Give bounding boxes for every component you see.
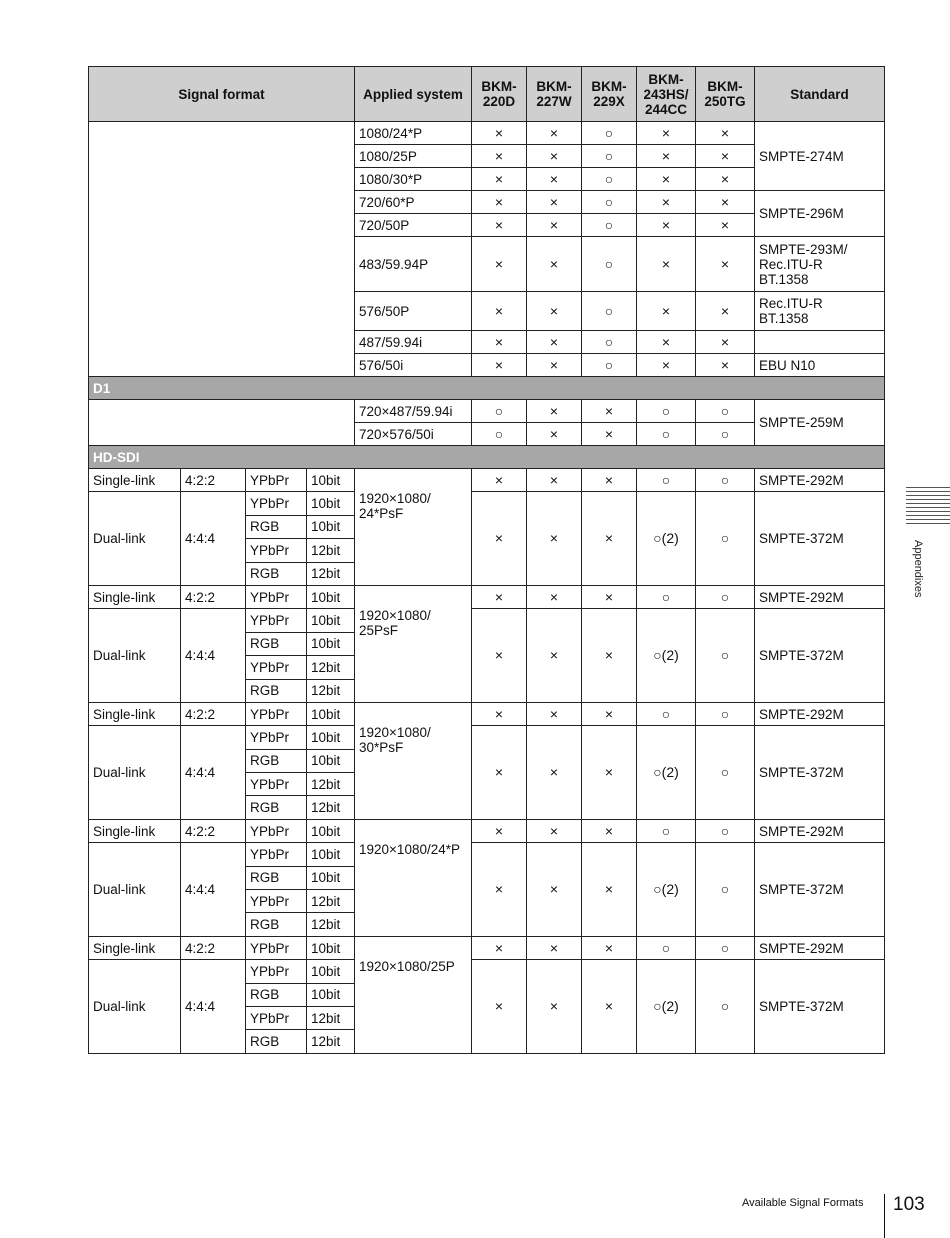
bit-depth-cell: 10bit xyxy=(307,492,355,515)
table-row xyxy=(89,819,885,842)
compat-mark: ○ xyxy=(582,214,637,237)
compat-mark: ○(2) xyxy=(637,726,696,820)
compat-mark: × xyxy=(582,936,637,959)
link-type-cell: Single-link xyxy=(89,585,181,608)
standard-cell: SMPTE-274M xyxy=(755,122,885,191)
sampling-cell: 4:2:2 xyxy=(181,469,246,492)
color-space-cell: YPbPr xyxy=(246,726,307,749)
compat-mark: ○ xyxy=(696,609,755,703)
standard-cell: SMPTE-259M xyxy=(755,400,885,446)
compat-mark: × xyxy=(696,237,755,292)
table-row xyxy=(89,609,885,632)
compat-mark: × xyxy=(696,191,755,214)
standard-cell: Rec.ITU-R BT.1358 xyxy=(755,292,885,331)
color-space-cell: YPbPr xyxy=(246,492,307,515)
color-space-cell: YPbPr xyxy=(246,1006,307,1029)
color-space-cell: RGB xyxy=(246,632,307,655)
applied-system-cell: 1920×1080/ 30*PsF xyxy=(355,702,472,819)
bit-depth-cell: 10bit xyxy=(307,702,355,725)
compat-mark: ○ xyxy=(696,702,755,725)
compat-mark: × xyxy=(582,585,637,608)
bit-depth-cell: 12bit xyxy=(307,890,355,913)
compat-mark: × xyxy=(637,292,696,331)
compat-mark: × xyxy=(582,702,637,725)
compat-mark: × xyxy=(472,122,527,145)
compat-mark: × xyxy=(527,702,582,725)
compat-mark: × xyxy=(582,843,637,937)
compat-mark: × xyxy=(582,726,637,820)
applied-system-cell: 720/50P xyxy=(355,214,472,237)
color-space-cell: YPbPr xyxy=(246,702,307,725)
sampling-cell: 4:2:2 xyxy=(181,702,246,725)
bit-depth-cell: 12bit xyxy=(307,1030,355,1053)
compat-mark: × xyxy=(472,469,527,492)
compat-mark: × xyxy=(696,354,755,377)
bit-depth-cell: 10bit xyxy=(307,960,355,983)
applied-system-cell: 483/59.94P xyxy=(355,237,472,292)
compat-mark: × xyxy=(472,214,527,237)
compat-mark: × xyxy=(527,191,582,214)
compat-mark: ○ xyxy=(472,423,527,446)
signal-format-table xyxy=(88,66,885,1054)
color-space-cell: YPbPr xyxy=(246,609,307,632)
color-space-cell: RGB xyxy=(246,562,307,585)
compat-mark: × xyxy=(637,237,696,292)
compat-mark: × xyxy=(472,726,527,820)
applied-system-cell: 1920×1080/24*P xyxy=(355,819,472,936)
header-signal-format: Signal format xyxy=(89,67,355,122)
compat-mark: ○(2) xyxy=(637,960,696,1054)
color-space-cell: RGB xyxy=(246,1030,307,1053)
table-header-row xyxy=(89,67,885,122)
table-row xyxy=(89,122,885,145)
compat-mark: ○(2) xyxy=(637,843,696,937)
compat-mark: × xyxy=(527,726,582,820)
table-row xyxy=(89,702,885,725)
sampling-cell: 4:2:2 xyxy=(181,936,246,959)
color-space-cell: RGB xyxy=(246,749,307,772)
compat-mark: ○(2) xyxy=(637,609,696,703)
compat-mark: × xyxy=(472,354,527,377)
compat-mark: × xyxy=(527,609,582,703)
compat-mark: × xyxy=(582,960,637,1054)
bit-depth-cell: 10bit xyxy=(307,749,355,772)
applied-system-cell: 1080/30*P xyxy=(355,168,472,191)
compat-mark: ○ xyxy=(582,354,637,377)
compat-mark: × xyxy=(472,585,527,608)
color-space-cell: RGB xyxy=(246,679,307,702)
compat-mark: × xyxy=(472,145,527,168)
compat-mark: × xyxy=(582,492,637,586)
standard-cell: SMPTE-372M xyxy=(755,726,885,820)
standard-cell: SMPTE-292M xyxy=(755,936,885,959)
compat-mark: ○ xyxy=(637,702,696,725)
applied-system-cell: 1920×1080/ 25PsF xyxy=(355,585,472,702)
applied-system-cell: 576/50P xyxy=(355,292,472,331)
compat-mark: ○ xyxy=(696,492,755,586)
link-type-cell: Single-link xyxy=(89,819,181,842)
table-row xyxy=(89,843,885,866)
standard-cell: EBU N10 xyxy=(755,354,885,377)
compat-mark: × xyxy=(582,400,637,423)
compat-mark: × xyxy=(696,145,755,168)
color-space-cell: RGB xyxy=(246,515,307,538)
compat-mark: × xyxy=(472,960,527,1054)
applied-system-cell: 1920×1080/ 24*PsF xyxy=(355,469,472,586)
compat-mark: × xyxy=(527,331,582,354)
bit-depth-cell: 10bit xyxy=(307,632,355,655)
compat-mark: ○ xyxy=(696,585,755,608)
bit-depth-cell: 12bit xyxy=(307,913,355,936)
compat-mark: × xyxy=(527,423,582,446)
header-model: BKM- 250TG xyxy=(696,67,755,122)
header-model: BKM- 220D xyxy=(472,67,527,122)
table-row xyxy=(89,960,885,983)
footer-divider xyxy=(884,1194,885,1238)
link-type-cell: Single-link xyxy=(89,469,181,492)
bit-depth-cell: 10bit xyxy=(307,843,355,866)
section-tab-lines xyxy=(906,487,950,527)
color-space-cell: RGB xyxy=(246,913,307,936)
bit-depth-cell: 10bit xyxy=(307,515,355,538)
table-row xyxy=(89,469,885,492)
link-type-cell: Dual-link xyxy=(89,960,181,1054)
compat-mark: ○ xyxy=(582,191,637,214)
bit-depth-cell: 10bit xyxy=(307,866,355,889)
header-model: BKM- 229X xyxy=(582,67,637,122)
compat-mark: ○ xyxy=(582,292,637,331)
color-space-cell: YPbPr xyxy=(246,936,307,959)
bit-depth-cell: 10bit xyxy=(307,983,355,1006)
compat-mark: × xyxy=(696,292,755,331)
color-space-cell: YPbPr xyxy=(246,819,307,842)
standard-cell: SMPTE-296M xyxy=(755,191,885,237)
compat-mark: × xyxy=(472,292,527,331)
compat-mark: ○ xyxy=(696,819,755,842)
compat-mark: × xyxy=(637,354,696,377)
standard-cell: SMPTE-293M/ Rec.ITU-R BT.1358 xyxy=(755,237,885,292)
compat-mark: × xyxy=(472,843,527,937)
link-type-cell: Single-link xyxy=(89,702,181,725)
footer-section-title: Available Signal Formats xyxy=(742,1197,864,1209)
sampling-cell: 4:2:2 xyxy=(181,585,246,608)
compat-mark: ○ xyxy=(582,122,637,145)
compat-mark: × xyxy=(472,702,527,725)
sampling-cell: 4:4:4 xyxy=(181,609,246,703)
standard-cell: SMPTE-292M xyxy=(755,819,885,842)
color-space-cell: RGB xyxy=(246,796,307,819)
section-header-d1: D1 xyxy=(89,377,885,400)
compat-mark: ○ xyxy=(582,237,637,292)
applied-system-cell: 1920×1080/25P xyxy=(355,936,472,1053)
applied-system-cell: 720/60*P xyxy=(355,191,472,214)
bit-depth-cell: 12bit xyxy=(307,796,355,819)
compat-mark: × xyxy=(527,292,582,331)
bit-depth-cell: 12bit xyxy=(307,562,355,585)
compat-mark: ○ xyxy=(637,469,696,492)
table-row xyxy=(89,446,885,469)
compat-mark: ○(2) xyxy=(637,492,696,586)
compat-mark: × xyxy=(527,237,582,292)
compat-mark: × xyxy=(527,168,582,191)
sampling-cell: 4:2:2 xyxy=(181,819,246,842)
compat-mark: × xyxy=(527,819,582,842)
table-row xyxy=(89,726,885,749)
compat-mark: ○ xyxy=(696,843,755,937)
compat-mark: × xyxy=(637,331,696,354)
color-space-cell: YPbPr xyxy=(246,890,307,913)
sampling-cell: 4:4:4 xyxy=(181,960,246,1054)
link-type-cell: Dual-link xyxy=(89,609,181,703)
compat-mark: ○ xyxy=(582,145,637,168)
header-model: BKM- 227W xyxy=(527,67,582,122)
table-body xyxy=(89,122,885,1054)
standard-cell: SMPTE-372M xyxy=(755,843,885,937)
compat-mark: × xyxy=(637,191,696,214)
compat-mark: × xyxy=(527,145,582,168)
compat-mark: × xyxy=(637,214,696,237)
compat-mark: × xyxy=(696,168,755,191)
bit-depth-cell: 12bit xyxy=(307,679,355,702)
compat-mark: ○ xyxy=(637,585,696,608)
compat-mark: × xyxy=(472,331,527,354)
applied-system-cell: 1080/25P xyxy=(355,145,472,168)
table-row xyxy=(89,585,885,608)
bit-depth-cell: 12bit xyxy=(307,773,355,796)
compat-mark: × xyxy=(637,145,696,168)
bit-depth-cell: 12bit xyxy=(307,656,355,679)
color-space-cell: YPbPr xyxy=(246,585,307,608)
compat-mark: × xyxy=(637,122,696,145)
compat-mark: × xyxy=(472,819,527,842)
bit-depth-cell: 12bit xyxy=(307,539,355,562)
compat-mark: × xyxy=(527,122,582,145)
compat-mark: ○ xyxy=(637,423,696,446)
compat-mark: × xyxy=(472,492,527,586)
table-row xyxy=(89,492,885,515)
sampling-cell: 4:4:4 xyxy=(181,492,246,586)
table-row xyxy=(89,936,885,959)
compat-mark: ○ xyxy=(696,960,755,1054)
color-space-cell: RGB xyxy=(246,866,307,889)
applied-system-cell: 576/50i xyxy=(355,354,472,377)
color-space-cell: RGB xyxy=(246,983,307,1006)
compat-mark: × xyxy=(696,331,755,354)
header-model: BKM- 243HS/ 244CC xyxy=(637,67,696,122)
compat-mark: ○ xyxy=(696,469,755,492)
section-header-hdsdi: HD-SDI xyxy=(89,446,885,469)
color-space-cell: YPbPr xyxy=(246,539,307,562)
bit-depth-cell: 10bit xyxy=(307,819,355,842)
header-applied-system: Applied system xyxy=(355,67,472,122)
link-type-cell: Single-link xyxy=(89,936,181,959)
compat-mark: ○ xyxy=(637,819,696,842)
compat-mark: ○ xyxy=(696,936,755,959)
compat-mark: × xyxy=(637,168,696,191)
compat-mark: × xyxy=(472,936,527,959)
empty-signal-cell xyxy=(89,400,355,446)
table-row xyxy=(89,400,885,423)
compat-mark: × xyxy=(582,819,637,842)
compat-mark: × xyxy=(472,609,527,703)
bit-depth-cell: 10bit xyxy=(307,585,355,608)
compat-mark: ○ xyxy=(696,726,755,820)
compat-mark: × xyxy=(527,469,582,492)
compat-mark: × xyxy=(527,400,582,423)
standard-cell: SMPTE-292M xyxy=(755,702,885,725)
bit-depth-cell: 12bit xyxy=(307,1006,355,1029)
compat-mark: × xyxy=(472,168,527,191)
link-type-cell: Dual-link xyxy=(89,726,181,820)
standard-cell: SMPTE-372M xyxy=(755,609,885,703)
header-standard: Standard xyxy=(755,67,885,122)
bit-depth-cell: 10bit xyxy=(307,936,355,959)
compat-mark: × xyxy=(527,214,582,237)
standard-cell: SMPTE-372M xyxy=(755,492,885,586)
color-space-cell: YPbPr xyxy=(246,469,307,492)
link-type-cell: Dual-link xyxy=(89,843,181,937)
applied-system-cell: 487/59.94i xyxy=(355,331,472,354)
compat-mark: × xyxy=(472,191,527,214)
empty-signal-cell xyxy=(89,122,355,377)
compat-mark: × xyxy=(527,585,582,608)
compat-mark: × xyxy=(582,423,637,446)
compat-mark: × xyxy=(696,214,755,237)
compat-mark: ○ xyxy=(582,168,637,191)
standard-cell: SMPTE-292M xyxy=(755,585,885,608)
applied-system-cell: 1080/24*P xyxy=(355,122,472,145)
compat-mark: ○ xyxy=(696,400,755,423)
color-space-cell: YPbPr xyxy=(246,843,307,866)
color-space-cell: YPbPr xyxy=(246,773,307,796)
standard-cell: SMPTE-292M xyxy=(755,469,885,492)
bit-depth-cell: 10bit xyxy=(307,609,355,632)
standard-cell xyxy=(755,331,885,354)
color-space-cell: YPbPr xyxy=(246,656,307,679)
compat-mark: ○ xyxy=(637,936,696,959)
standard-cell: SMPTE-372M xyxy=(755,960,885,1054)
compat-mark: × xyxy=(527,354,582,377)
link-type-cell: Dual-link xyxy=(89,492,181,586)
compat-mark: × xyxy=(527,492,582,586)
compat-mark: × xyxy=(582,469,637,492)
table-row xyxy=(89,377,885,400)
compat-mark: × xyxy=(582,609,637,703)
bit-depth-cell: 10bit xyxy=(307,726,355,749)
applied-system-cell: 720×576/50i xyxy=(355,423,472,446)
compat-mark: × xyxy=(527,936,582,959)
compat-mark: × xyxy=(472,237,527,292)
compat-mark: ○ xyxy=(472,400,527,423)
compat-mark: ○ xyxy=(637,400,696,423)
compat-mark: × xyxy=(527,843,582,937)
page-number: 103 xyxy=(893,1194,925,1215)
compat-mark: ○ xyxy=(696,423,755,446)
compat-mark: × xyxy=(527,960,582,1054)
section-tab-label: Appendixes xyxy=(912,540,924,598)
compat-mark: × xyxy=(696,122,755,145)
color-space-cell: YPbPr xyxy=(246,960,307,983)
compat-mark: ○ xyxy=(582,331,637,354)
applied-system-cell: 720×487/59.94i xyxy=(355,400,472,423)
sampling-cell: 4:4:4 xyxy=(181,726,246,820)
bit-depth-cell: 10bit xyxy=(307,469,355,492)
sampling-cell: 4:4:4 xyxy=(181,843,246,937)
